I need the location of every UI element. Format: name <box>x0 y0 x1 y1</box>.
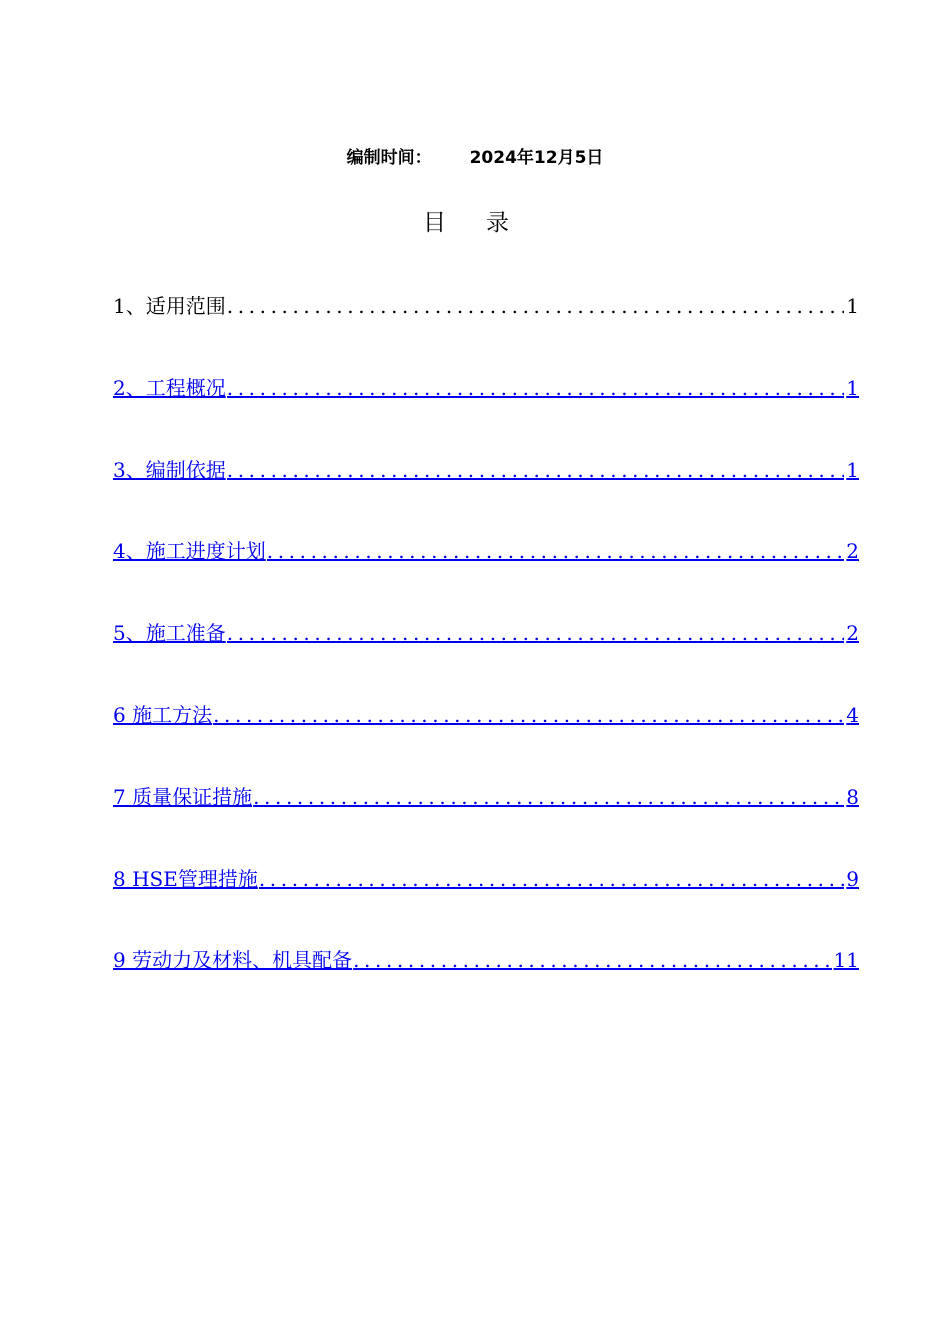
toc-item-label[interactable]: 7 质量保证措施 <box>113 784 253 809</box>
toc-item-label[interactable]: 9 劳动力及材料、机具配备 <box>113 948 353 973</box>
toc-title: 目录 <box>423 210 549 236</box>
compile-date <box>0 146 950 170</box>
toc-dot-leader[interactable] <box>253 783 844 811</box>
toc-item-label[interactable]: 4、施工进度计划 <box>113 539 266 564</box>
toc-item-page[interactable]: 8 <box>846 784 859 809</box>
toc-item-quality[interactable] <box>113 783 859 865</box>
toc-item-preparation[interactable] <box>113 619 859 701</box>
compile-date-label: 编制时间： <box>346 148 432 168</box>
toc-dot-leader[interactable] <box>227 619 845 647</box>
toc-item-basis[interactable] <box>113 456 859 538</box>
toc-item-hse[interactable] <box>113 865 859 947</box>
toc-dot-leader <box>227 292 845 320</box>
toc-item-page[interactable]: 11 <box>833 948 859 973</box>
toc-item-label[interactable]: 6 施工方法 <box>113 702 213 727</box>
toc-item-label: 1、适用范围 <box>113 294 226 318</box>
toc-item-page[interactable]: 1 <box>846 375 859 400</box>
toc-item-page[interactable]: 9 <box>846 866 859 891</box>
toc-item-label[interactable]: 5、施工准备 <box>113 621 226 646</box>
toc-item-page[interactable]: 1 <box>846 457 859 482</box>
toc-item-page[interactable]: 4 <box>846 702 859 727</box>
toc-item-scope <box>113 292 859 374</box>
toc-item-project-overview[interactable] <box>113 374 859 456</box>
table-of-contents <box>113 292 859 1028</box>
toc-item-methods[interactable] <box>113 701 859 783</box>
toc-dot-leader[interactable] <box>267 537 845 565</box>
toc-item-label[interactable]: 2、工程概况 <box>113 375 226 400</box>
toc-dot-leader[interactable] <box>259 865 844 893</box>
toc-item-labor-materials[interactable] <box>113 946 859 1028</box>
toc-dot-leader[interactable] <box>227 374 845 402</box>
toc-dot-leader[interactable] <box>353 946 831 974</box>
toc-item-schedule[interactable] <box>113 537 859 619</box>
toc-item-page[interactable]: 2 <box>846 621 859 646</box>
toc-item-label[interactable]: 8 HSE管理措施 <box>113 866 258 891</box>
toc-item-page[interactable]: 2 <box>846 539 859 564</box>
compile-date-value: 2024年12月5日 <box>469 148 604 168</box>
toc-dot-leader[interactable] <box>227 456 845 484</box>
toc-dot-leader[interactable] <box>213 701 844 729</box>
toc-item-label[interactable]: 3、编制依据 <box>113 457 226 482</box>
toc-item-page: 1 <box>846 294 859 318</box>
